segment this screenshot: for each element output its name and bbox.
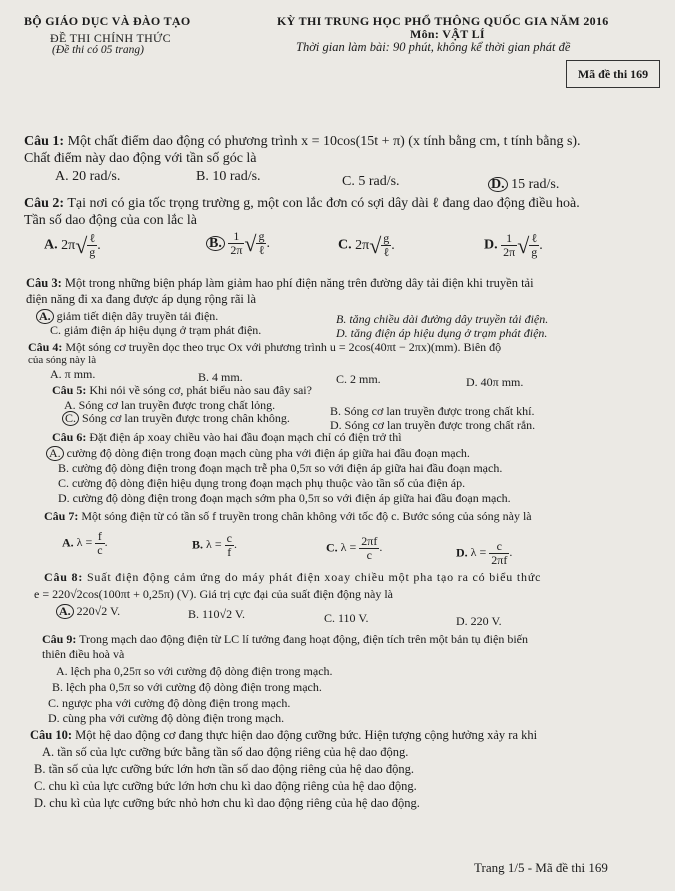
q5-stem: Khi nói về sóng cơ, phát biểu nào sau đây sai?: [89, 383, 312, 397]
subject-label: Môn: VẬT LÍ: [410, 27, 485, 41]
q8-option-a-text: 220√2 V.: [76, 604, 121, 618]
q1-stem-line2: Chất điểm này dao động với tần số góc là: [24, 151, 257, 166]
q2-option-d-letter: D.: [484, 237, 498, 253]
exam-code-box: [566, 60, 660, 88]
q5-option-b: B. Sóng cơ lan truyền được trong chất khí.: [330, 404, 535, 418]
q3-option-b: B. tăng chiều dài đường dây truyền tải điện.: [336, 312, 549, 326]
q1-option-a: A. 20 rad/s.: [55, 169, 121, 184]
q2-option-a-formula: 2π√ $\frac{\text{ℓ}}{g}$ .: [61, 231, 101, 259]
q4-stem-line2: của sóng này là: [28, 354, 97, 366]
q5-option-c-text: Sóng cơ lan truyền được trong chân không.: [82, 411, 290, 425]
q2-option-d-formula: $\frac{1}{2\pi}$ √ $\frac{\text{ℓ}}{g}$ .: [503, 231, 543, 259]
question-2: [24, 196, 580, 212]
q10-option-c: C. chu kì của lực cưỡng bức lớn hơn chu kì dao động riêng của hệ dao động.: [34, 779, 417, 793]
q1-option-d: [488, 177, 559, 193]
q4-stem: Một sóng cơ truyền dọc theo trục Ox với phương trình u = 2cos(40πt − 2πx)(mm). Biên độ: [65, 340, 502, 354]
q4-option-c: C. 2 mm.: [336, 372, 381, 386]
q2-option-c: [338, 232, 395, 259]
q9-option-b: B. lệch pha 0,5π so với cường độ dòng điện trong mạch.: [52, 680, 322, 694]
q4-option-a: A. π mm.: [50, 367, 96, 381]
q3-option-a-letter: A.: [36, 309, 54, 324]
q2-option-d: [484, 232, 543, 259]
q9-option-c: C. ngược pha với cường độ dòng điện trong mạch.: [48, 696, 291, 710]
exam-title: KỲ THI TRUNG HỌC PHỔ THÔNG QUỐC GIA NĂM 2016: [277, 14, 609, 28]
q4-option-d: D. 40π mm.: [466, 375, 524, 389]
q7-option-d-formula: λ = $\frac{c}{2\pi f}$ .: [470, 539, 513, 567]
official-label: ĐỀ THI CHÍNH THỨC: [50, 31, 171, 45]
q2-option-a: [44, 232, 101, 259]
q8-label: Câu 8:: [44, 570, 84, 584]
q9-option-a: A. lệch pha 0,25π so với cường độ dòng điện trong mạch.: [56, 664, 333, 678]
q7-option-d: [456, 540, 512, 567]
q1-label: Câu 1:: [24, 134, 65, 149]
q7-option-c-letter: C.: [326, 540, 338, 555]
q7-option-c-formula: λ = $\frac{2\pi f}{c}$ .: [340, 534, 383, 562]
question-9: [42, 632, 528, 647]
q2-stem: Tại nơi có gia tốc trọng trường g, một con lắc đơn có sợi dây dài ℓ đang dao động điều hoà.: [67, 196, 580, 211]
q7-stem: Một sóng điện từ có tần số f truyền trong chân không với tốc độ c. Bước sóng của sóng này là: [81, 509, 532, 523]
q3-stem: Một trong những biện pháp làm giảm hao phí điện năng trên đường dây tải điện khi truyền tải: [64, 276, 534, 290]
q9-option-d: D. cùng pha với cường độ dòng điện trong mạch.: [48, 711, 285, 725]
q2-option-c-formula: 2π√ $\frac{g}{\text{ℓ}}$ .: [355, 231, 395, 259]
q6-label: Câu 6:: [52, 430, 87, 444]
q7-option-a-letter: A.: [62, 535, 74, 550]
q10-stem: Một hệ dao động cơ đang thực hiện dao động cưỡng bức. Hiện tượng cộng hưởng xảy ra khi: [75, 728, 538, 742]
q2-option-b: [206, 230, 270, 257]
q8-stem-line2: e = 220√2cos(100πt + 0,25π) (V). Giá trị cực đại của suất điện động này là: [34, 587, 393, 601]
q7-option-d-letter: D.: [456, 545, 468, 560]
question-4: [28, 340, 501, 355]
q7-option-a-formula: λ = $\frac{f}{c}$ .: [76, 529, 108, 557]
q7-option-a: [62, 530, 108, 557]
q6-option-c: C. cường độ dòng điện hiệu dụng trong đoạn mạch phụ thuộc vào tần số của điện áp.: [58, 476, 466, 490]
q10-option-d: D. chu kì của lực cưỡng bức nhỏ hơn chu kì dao động riêng của hệ dao động.: [34, 796, 420, 810]
q8-option-d: D. 220 V.: [456, 614, 502, 628]
q2-option-b-formula: $\frac{1}{2\pi}$ √ $\frac{g}{\text{ℓ}}$ .: [230, 229, 270, 257]
q1-option-d-letter: D.: [488, 177, 508, 192]
q1-stem: Một chất điểm dao động có phương trình x = 10cos(15t + π) (x tính bằng cm, t tính bằng s).: [67, 134, 581, 149]
q3-option-c: C. giảm điện áp hiệu dụng ở trạm phát điện.: [50, 323, 262, 337]
q5-option-c: [62, 411, 290, 426]
question-10: [30, 728, 537, 743]
question-5: [52, 383, 312, 398]
question-1: [24, 134, 581, 150]
q3-option-a-text: giảm tiết diện dây truyền tải điện.: [56, 309, 219, 323]
q1-option-c: C. 5 rad/s.: [342, 174, 400, 189]
q2-option-a-letter: A.: [44, 237, 58, 253]
q6-stem: Đặt điện áp xoay chiều vào hai đầu đoạn mạch chỉ có điện trở thì: [89, 430, 402, 444]
q7-option-c: [326, 535, 382, 562]
q7-option-b-formula: λ = $\frac{c}{f}$ .: [206, 531, 237, 559]
q2-stem-line2: Tần số dao động của con lắc là: [24, 213, 197, 228]
q7-label: Câu 7:: [44, 509, 79, 523]
q5-option-a: A. Sóng cơ lan truyền được trong chất lỏng.: [64, 398, 276, 412]
q2-label: Câu 2:: [24, 196, 65, 211]
q1-option-d-text: 15 rad/s.: [511, 177, 560, 192]
page-footer: Trang 1/5 - Mã đề thi 169: [474, 860, 608, 875]
q8-option-c: C. 110 V.: [324, 611, 369, 625]
question-6: [52, 430, 402, 445]
exam-code: Mã đề thi 169: [577, 67, 649, 81]
q5-option-d: D. Sóng cơ lan truyền được trong chất rắn.: [330, 418, 536, 432]
q7-option-b-letter: B.: [192, 537, 204, 552]
q6-option-a: [46, 446, 470, 461]
q10-option-a: A. tần số của lực cưỡng bức bằng tần số dao động riêng của hệ dao động.: [42, 745, 409, 759]
q6-option-a-text: cường độ dòng điện trong đoạn mạch cùng pha với điện áp giữa hai đầu đoạn mạch.: [66, 446, 470, 460]
q8-option-a: [56, 604, 120, 619]
q5-option-c-letter: C.: [62, 411, 79, 426]
q2-option-c-letter: C.: [338, 237, 352, 253]
ministry-title: BỘ GIÁO DỤC VÀ ĐÀO TẠO: [24, 14, 191, 28]
q5-label: Câu 5:: [52, 383, 87, 397]
q3-option-a: [36, 309, 218, 324]
q9-stem: Trong mạch dao động điện từ LC lí tưởng đang hoạt động, điện tích trên một bản tụ điện biến: [79, 632, 528, 646]
q4-option-b: B. 4 mm.: [198, 370, 243, 384]
q4-label: Câu 4:: [28, 340, 63, 354]
q3-option-d: D. tăng điện áp hiệu dụng ở trạm phát điện.: [336, 326, 548, 340]
pages-note: (Đề thi có 05 trang): [52, 44, 144, 56]
question-8: [44, 570, 541, 585]
q3-stem-line2: điện năng đi xa đang được áp dụng rộng rãi là: [26, 292, 256, 306]
question-3: [26, 276, 534, 291]
q2-option-b-letter: B.: [206, 236, 225, 251]
q3-label: Câu 3:: [26, 276, 62, 290]
q6-option-d: D. cường độ dòng điện trong đoạn mạch sớm pha 0,5π so với điện áp giữa hai đầu đoạn mạch.: [58, 491, 511, 505]
question-7: [44, 509, 532, 524]
q1-option-b: B. 10 rad/s.: [196, 169, 261, 184]
q8-option-a-letter: A.: [56, 604, 74, 619]
q9-label: Câu 9:: [42, 632, 77, 646]
q7-option-b: [192, 532, 237, 559]
q10-label: Câu 10:: [30, 728, 73, 742]
q6-option-b: B. cường độ dòng điện trong đoạn mạch trễ pha 0,5π so với điện áp giữa hai đầu đoạn mạch.: [58, 461, 503, 475]
q10-option-b: B. tần số của lực cưỡng bức lớn hơn tần số dao động riêng của hệ dao động.: [34, 762, 414, 776]
q8-option-b: B. 110√2 V.: [188, 607, 246, 621]
q9-stem-line2: thiên điều hoà và: [42, 647, 125, 661]
time-note: Thời gian làm bài: 90 phút, không kể thời gian phát đề: [296, 40, 571, 54]
q6-option-a-letter: A.: [46, 446, 64, 461]
q8-stem: Suất điện động cảm ứng do máy phát điện xoay chiều một pha tạo ra có biểu thức: [86, 570, 542, 584]
